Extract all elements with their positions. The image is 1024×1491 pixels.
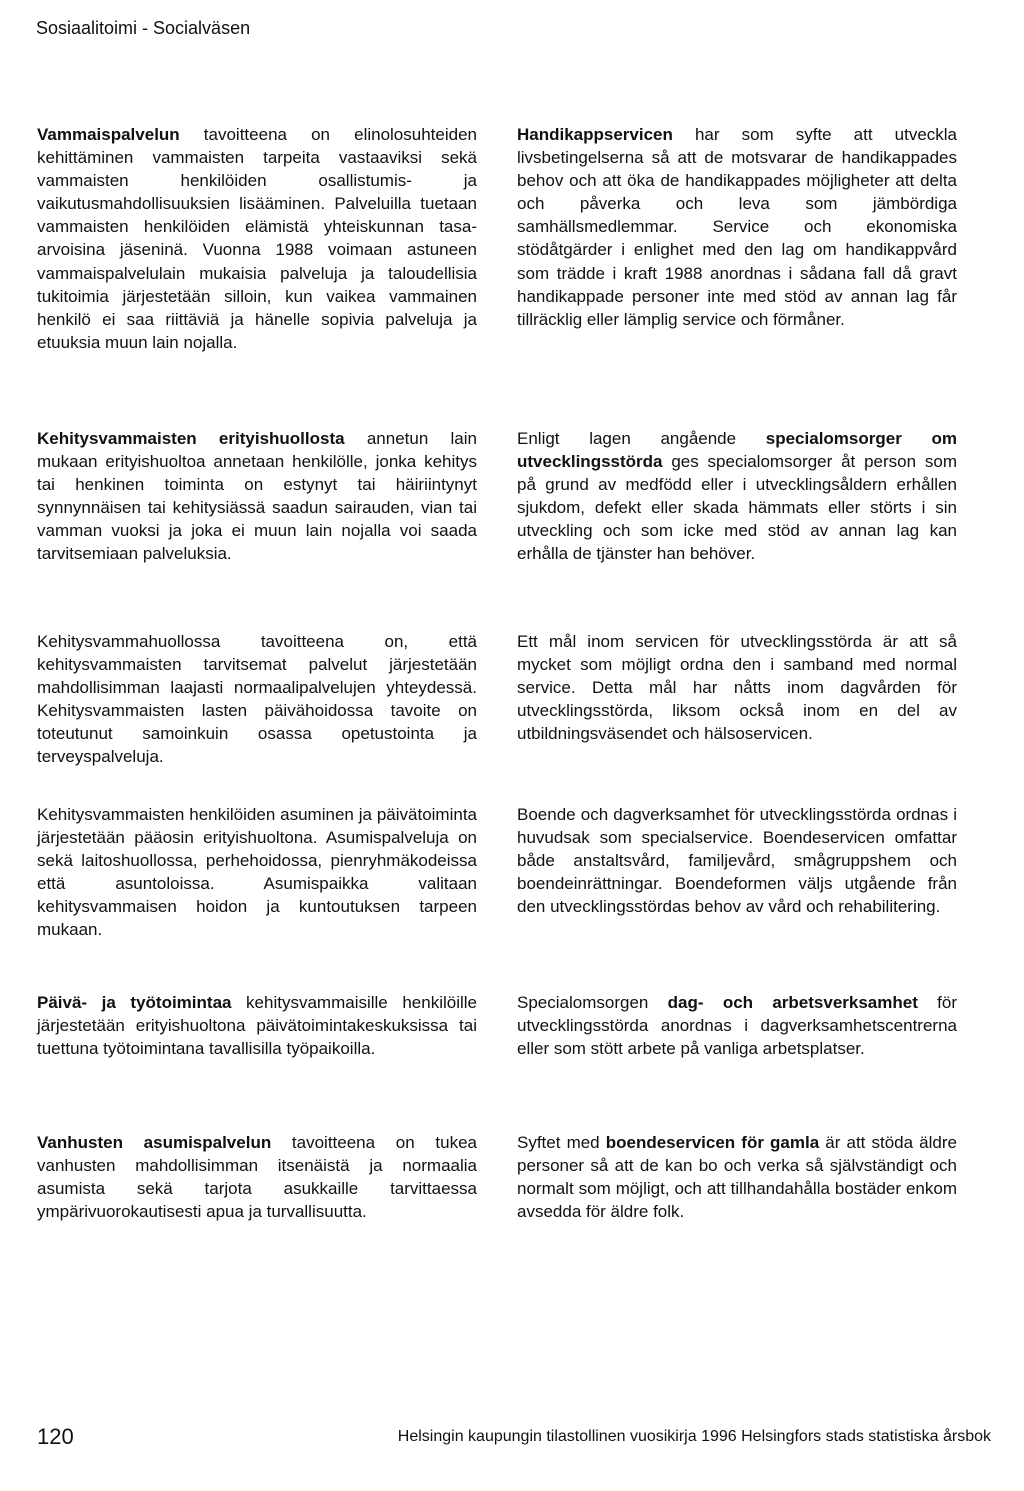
page-number: 120 [37, 1424, 74, 1449]
bold-term: specialomsorger om utvecklingsstörda [517, 429, 957, 472]
paragraph-housing-sv [517, 803, 957, 918]
page-header: Sosiaalitoimi - Socialväsen [36, 18, 251, 38]
paragraph-text: tavoitteena on elinolosuhteiden kehittäminen vammaisten tarpeita vastaaviksi sekä vammaisten henkilöiden osallistumis- ja vaikutusmahdollisuuksien lisääminen. Palveluilla tuetaan vammaisten henkilöiden elämistä yhteiskunnan tasa-arvoisina jäseninä. Vuonna 1988 voimaan astuneen vammaispalvelulain mukaisia palveluja ja taloudellisia tukitoimia järjestetään silloin, kun vaikea vammainen henkilö ei saa riittäviä ja hänelle sopivia palveluja ja etuuksia muun lain nojalla. [37, 125, 477, 352]
bold-term: Handikappservicen [517, 125, 673, 144]
bold-term: Kehitysvammaisten erityishuollosta [37, 429, 345, 448]
bold-term: Päivä- ja työtoimintaa [37, 993, 232, 1012]
paragraph-text: har som syfte att utveckla livsbetingelserna så att de motsvarar de handikappades behov och att öka de handikappades möjligheter att delta och påverka och leva som jämbördiga samhällsmedlemmar. Service och ekonomiska stödåtgärder i enlighet med den lag om handikappvård som trädde i kraft 1988 anordnas i sådana fall då gravt handikappade personer inte med stöd av annan lag får tillräcklig eller lämplig service och förmåner. [517, 125, 957, 329]
paragraph-text: Specialomsorgen [517, 993, 668, 1012]
paragraph-developmental-care-sv [517, 630, 957, 745]
paragraph-special-care-sv [517, 427, 957, 566]
bold-term: boendeservicen för gamla [605, 1133, 820, 1152]
paragraph-disability-services-fi [37, 123, 477, 354]
paragraph-text: ges specialomsorger åt person som på grund av medfödd eller i utvecklingsåldern erhållen sjukdom, defekt eller skada hämmats eller störts i sin utveckling och som icke med stöd av annan lag kan erhålla de tjänster han behöver. [517, 452, 957, 564]
paragraph-elderly-housing-fi [37, 1131, 477, 1223]
paragraph-text: annetun lain mukaan erityishuoltoa annetaan henkilölle, jonka kehitys tai henkinen toiminta on estynyt tai häiriintynyt synnynnäisen tai kehitysiässä saadun sairauden, vian tai vamman vuoksi ja joka ei muun lain nojalla voi saada tarvitsemiaan palveluksia. [37, 429, 477, 564]
paragraph-disability-services-sv [517, 123, 957, 331]
bold-term: Vammaispalvelun [37, 125, 180, 144]
paragraph-text: Kehitysvammahuollossa tavoitteena on, että kehitysvammaisten tarvitsemat palvelut järjestetään mahdollisimman laajasti normaalipalvelujen yhteydessä. Kehitysvammaisten lasten päivähoidossa tavoite on toteutunut samoinkuin osassa opetustointa ja terveyspalveluja. [37, 632, 477, 767]
paragraph-text: Syftet med [517, 1133, 606, 1152]
paragraph-text: Boende och dagverksamhet för utvecklingsstörda ordnas i huvudsak som specialservice. Boendeservicen omfattar både anstaltsvård, familjevård, smågruppshem och boendeinrättningar. Boendeformen väljs utgående från den utvecklingsstördas behov av vård och rehabilitering. [517, 805, 957, 917]
paragraph-text: tavoitteena on tukea vanhusten mahdollisimman itsenäistä ja normaalia asumista sekä tarjota asukkaille tarvittaessa ympärivuorokautisesti apua ja turvallisuutta. [37, 1133, 477, 1222]
paragraph-text: är att stöda äldre personer så att de kan bo och verka så självständigt och normalt som möjligt, och att tillhandahålla bostäder enkom avsedda för äldre folk. [517, 1133, 957, 1222]
bold-term: dag- och arbetsverksamhet [667, 993, 918, 1012]
paragraph-day-activity-sv [517, 991, 957, 1060]
publication-title: Helsingin kaupungin tilastollinen vuosikirja 1996 Helsingfors stads statistiska årsbok [397, 1428, 991, 1445]
paragraph-text: Kehitysvammaisten henkilöiden asuminen ja päivätoiminta järjestetään pääosin erityishuoltona. Asumispalveluja on sekä laitoshuollossa, perhehoidossa, pienryhmäkodeissa että asuntoloissa. Asumispaikka valitaan kehitysvammaisen hoidon ja kuntoutuksen tarpeen mukaan. [37, 805, 477, 940]
paragraph-text: kehitysvammaisille henkilöille järjestetään erityishuoltona päivätoimintakeskuksissa tai tuettuna työtoimintana tavallisilla työpaikoilla. [37, 993, 477, 1059]
paragraph-developmental-care-fi [37, 630, 477, 769]
paragraph-special-care-fi [37, 427, 477, 566]
paragraph-text: Ett mål inom servicen för utvecklingsstörda är att så mycket som möjligt ordna den i samband med normal service. Detta mål har nåtts inom dagvården för utvecklingsstörda, liksom också inom en del av utbildningsväsendet och hälsoservicen. [517, 632, 957, 744]
paragraph-text: för utvecklingsstörda anordnas i dagverksamhetscentrerna eller som stött arbete på vanliga arbetsplatser. [517, 993, 958, 1059]
paragraph-elderly-housing-sv [517, 1131, 957, 1223]
paragraph-day-activity-fi [37, 991, 477, 1060]
bold-term: Vanhusten asumispalvelun [37, 1133, 272, 1152]
paragraph-housing-fi [37, 803, 477, 942]
paragraph-text: Enligt lagen angående [517, 429, 766, 448]
